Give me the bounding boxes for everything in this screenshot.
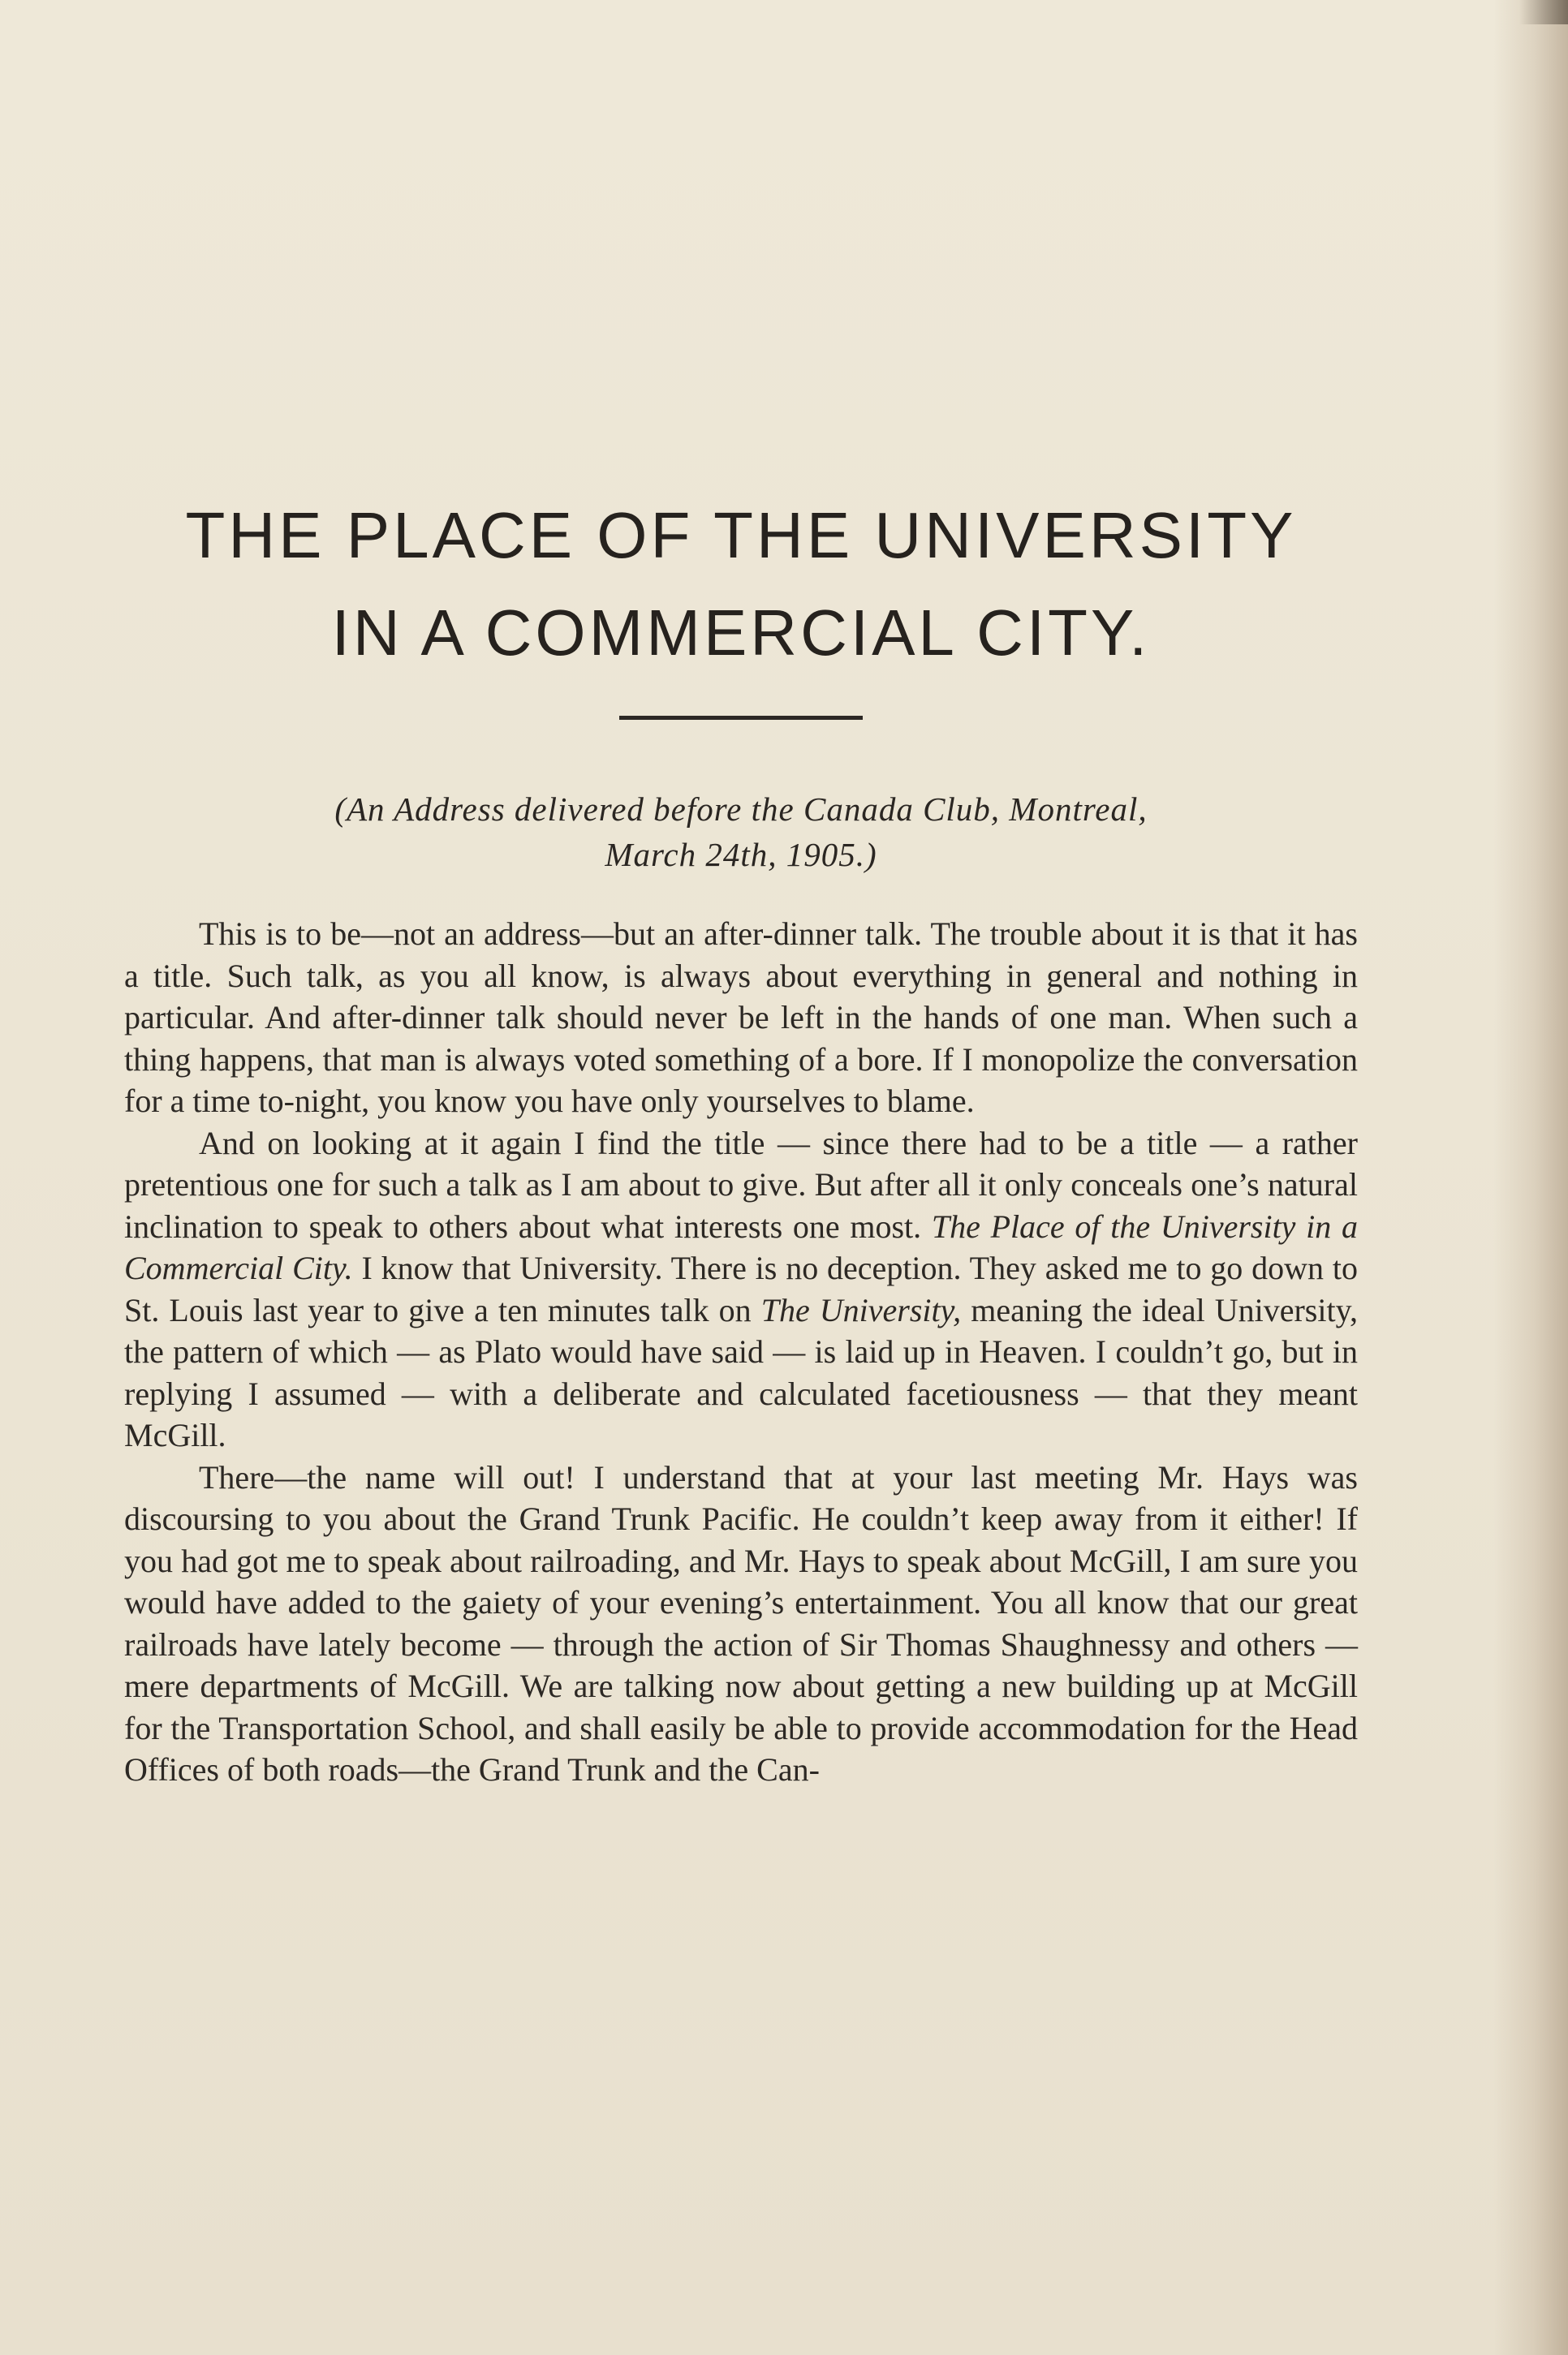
- body-text: [124, 913, 1358, 1791]
- subtitle-line-1: (An Address delivered before the Canada Club, Montreal,: [334, 790, 1148, 828]
- paragraph-2-text-a: And on looking at it again I find the title — since there had to be a title — a rather pretentious one for such a talk as I am about to give. But after all it only conceals one’s natural inclination to speak to others about what interests one most.: [124, 1124, 1358, 1245]
- paragraph-2-italic-university: The University,: [760, 1291, 962, 1328]
- subtitle-line-2: March 24th, 1905.): [605, 836, 877, 873]
- paragraph-2: [124, 1122, 1358, 1457]
- paragraph-2-text-b: I know that University. There is no deception. They asked me to go down to St. Louis last year to give a ten minutes talk on: [124, 1250, 1359, 1328]
- title-line-2: IN A COMMERCIAL CITY.: [331, 596, 1151, 669]
- page-content: [124, 487, 1358, 1791]
- paragraph-3: There—the name will out! I understand that at your last meeting Mr. Hays was discoursing to you about the Grand Trunk Pacific. He couldn’t keep away from it either! If you had got me to speak about railroading, and Mr. Hays to speak about McGill, I am sure you would have added to the gaiety of your evening’s entertainment. You all know that our great railroads have lately become — through the action of Sir Thomas Shaughnessy and others — mere departments of McGill. We are talking now about getting a new building up at McGill for the Transportation School, and shall easily be able to provide accommodation for the Head Offices of both roads—the Grand Trunk and the Can-: [124, 1458, 1358, 1788]
- paragraph-2-text-c: meaning the ideal University, the pattern of which — as Plato would have said — is laid up in Heaven. I couldn’t go, but in replying I assumed — with a deliberate and calculated facetiousness — that they meant McGill.: [124, 1291, 1359, 1453]
- page-edge-shadow: [1519, 0, 1568, 24]
- paragraph-1: This is to be—not an address—but an after-dinner talk. The trouble about it is that it has a title. Such talk, as you all know, is always about everything in general and nothing in particular. And after-dinner talk should never be left in the hands of one man. When such a thing happens, that man is always voted something of a bore. If I monopolize the conversation for a time to-night, you know you have only yourselves to blame.: [124, 915, 1358, 1119]
- chapter-subtitle: [124, 786, 1358, 877]
- paragraph-2-italic-title: The Place of the University in a Commercial City.: [124, 1208, 1358, 1286]
- title-rule: [619, 716, 863, 720]
- chapter-title: [124, 487, 1358, 682]
- title-line-1: THE PLACE OF THE UNIVERSITY: [185, 499, 1297, 571]
